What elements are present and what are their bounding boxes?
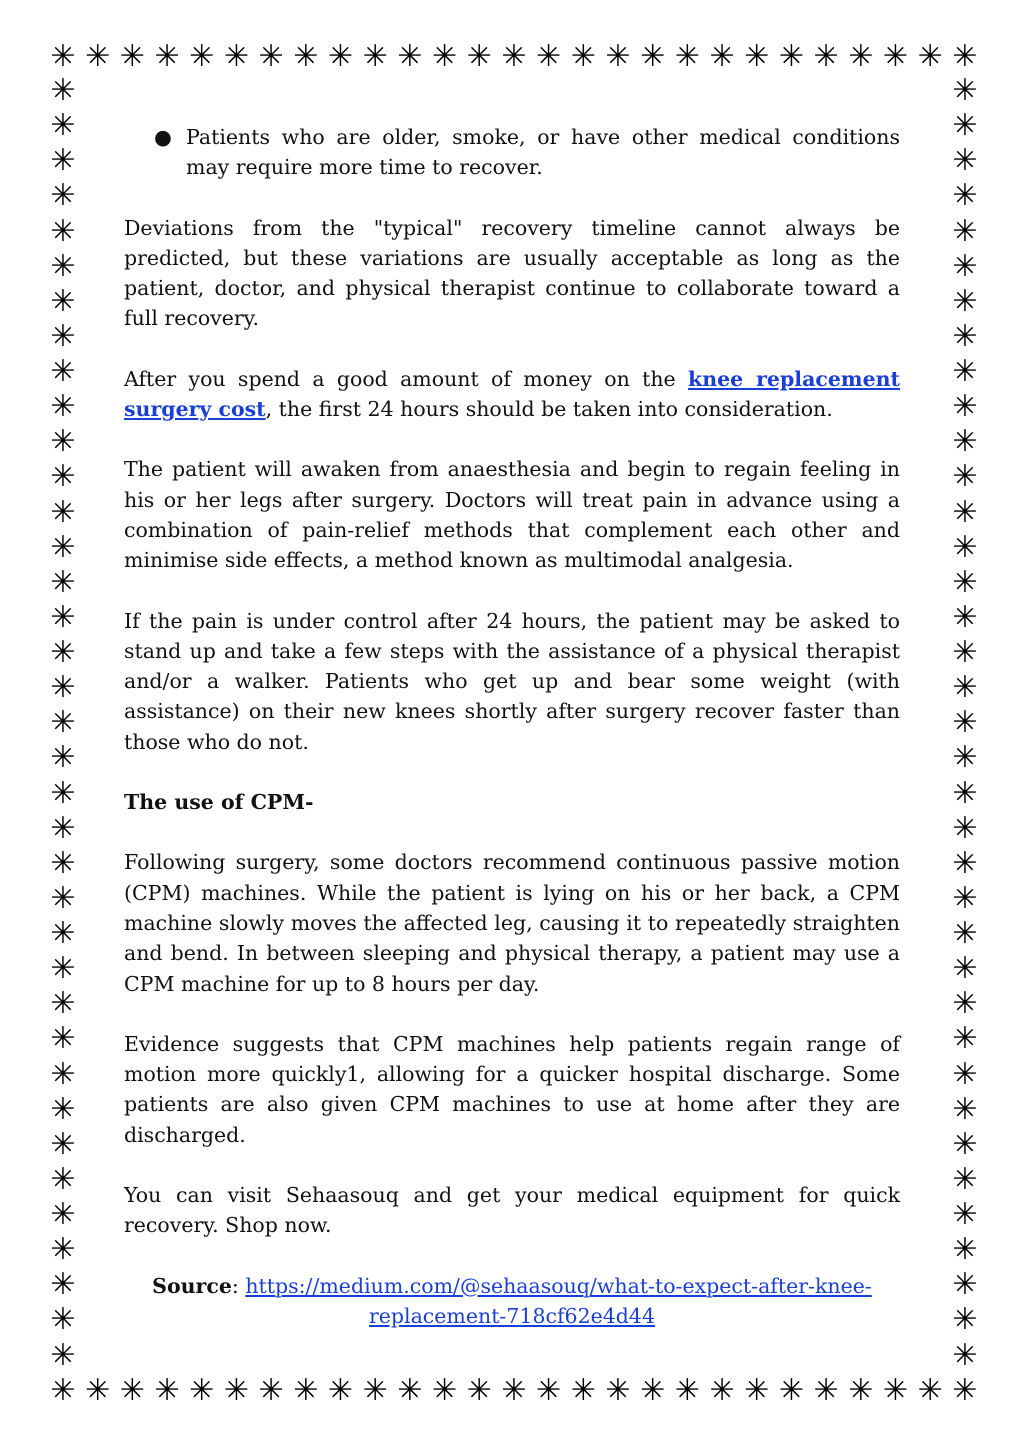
border-ornament-icon: ✳ (813, 39, 839, 74)
border-ornament-icon: ✳ (952, 880, 978, 916)
border-ornament-icon: ✳ (952, 1126, 978, 1162)
border-ornament-icon: ✳ (50, 599, 76, 635)
border-ornament-icon: ✳ (952, 318, 978, 354)
paragraph-visit: You can visit Sehaasouq and get your medical equipment for quick recovery. Shop now. (124, 1183, 900, 1238)
border-ornament-icon: ✳ (50, 1302, 76, 1338)
border-ornament-icon: ✳ (952, 459, 978, 495)
border-ornament-icon: ✳ (119, 39, 145, 74)
border-ornament-icon: ✳ (952, 986, 978, 1022)
border-ornament-icon: ✳ (50, 494, 76, 530)
border-ornament-icon: ✳ (605, 39, 631, 74)
border-ornament-icon: ✳ (709, 39, 735, 74)
bullet-text: Patients who are older, smoke, or have other medical conditions may require more time to recover. (186, 125, 900, 180)
border-ornament-icon: ✳ (50, 178, 76, 214)
paragraph-after-cost (124, 364, 900, 425)
border-ornament-icon: ✳ (50, 635, 76, 670)
border-ornament-icon: ✳ (50, 1267, 76, 1303)
paragraph-evidence: Evidence suggests that CPM machines help patients regain range of motion more quickly1, allowing for a quicker hospital discharge. Some patients are also given CPM machines to use at home after they are discharged. (124, 1031, 900, 1147)
border-ornament-icon: ✳ (50, 389, 76, 425)
border-ornament-icon: ✳ (50, 775, 76, 811)
border-ornament-icon: ✳ (640, 39, 666, 74)
border-ornament-icon: ✳ (50, 880, 76, 916)
border-ornament-icon: ✳ (50, 459, 76, 495)
decorative-border-right (948, 73, 982, 1373)
border-ornament-icon: ✳ (50, 529, 76, 565)
border-ornament-icon: ✳ (952, 73, 978, 108)
border-ornament-icon: ✳ (327, 39, 354, 74)
border-ornament-icon: ✳ (50, 1337, 76, 1373)
border-ornament-icon: ✳ (189, 39, 215, 74)
border-ornament-icon: ✳ (952, 670, 978, 706)
border-ornament-icon: ✳ (709, 1373, 735, 1408)
paragraph-pain-control: If the pain is under control after 24 hours, the patient may be asked to stand up and take a few steps with the assistance of a physical therapist and/or a walker. Patients who get up and bear some weight (with assistance) on their new knees shortly after surgery recover faster than those who do not. (124, 608, 900, 754)
border-ornament-icon: ✳ (50, 1373, 76, 1408)
border-ornament-icon: ✳ (258, 39, 284, 74)
border-ornament-icon: ✳ (258, 1373, 284, 1408)
border-ornament-icon: ✳ (154, 39, 180, 74)
section-heading: The use of CPM- (124, 790, 314, 815)
paragraph-cpm: Following surgery, some doctors recommend continuous passive motion (CPM) machines. While the patient is lying on his or her back, a CPM machine slowly moves the affected leg, causing it to repeatedly straighten and bend. In between sleeping and physical therapy, a patient may use a CPM machine for up to 8 hours per day. (124, 850, 900, 996)
border-ornament-icon: ✳ (952, 1056, 978, 1092)
border-ornament-icon: ✳ (952, 1091, 978, 1127)
border-ornament-icon: ✳ (952, 529, 978, 565)
document-body (124, 122, 900, 1331)
border-ornament-icon: ✳ (917, 1373, 943, 1408)
paragraph-text: After you spend a good amount of money on the (124, 366, 688, 391)
border-ornament-icon: ✳ (50, 951, 76, 987)
border-ornament-icon: ✳ (952, 248, 978, 284)
border-ornament-icon: ✳ (50, 1091, 76, 1127)
paragraph-deviations: Deviations from the "typical" recovery timeline cannot always be predicted, but these variations are usually acceptable as long as the patient, doctor, and physical therapist continue to collaborate toward a full recovery. (124, 215, 900, 331)
source-url-link[interactable] (245, 1274, 871, 1328)
border-ornament-icon: ✳ (952, 705, 978, 741)
border-ornament-icon: ✳ (50, 39, 76, 74)
border-ornament-icon: ✳ (293, 1373, 319, 1408)
border-ornament-icon: ✳ (50, 810, 76, 846)
border-ornament-icon: ✳ (397, 1373, 423, 1408)
border-ornament-icon: ✳ (744, 39, 770, 74)
border-ornament-icon: ✳ (952, 1302, 978, 1338)
border-ornament-icon: ✳ (50, 1232, 76, 1268)
list-item (124, 122, 900, 183)
border-ornament-icon: ✳ (952, 564, 978, 600)
border-ornament-icon: ✳ (952, 389, 978, 425)
border-ornament-icon: ✳ (813, 1373, 839, 1408)
surgery-cost-link[interactable]: knee replacement surgery cost (124, 366, 900, 422)
border-ornament-icon: ✳ (50, 283, 76, 319)
border-ornament-icon: ✳ (640, 1373, 666, 1408)
border-ornament-icon: ✳ (50, 1126, 76, 1162)
border-ornament-icon: ✳ (848, 39, 874, 74)
source-url-line2: replacement-718cf62e4d44 (368, 1303, 656, 1328)
border-ornament-icon: ✳ (744, 1373, 770, 1408)
border-ornament-icon: ✳ (570, 1373, 596, 1408)
border-ornament-icon: ✳ (882, 39, 909, 74)
border-ornament-icon: ✳ (50, 143, 76, 179)
border-ornament-icon: ✳ (674, 1373, 700, 1408)
border-ornament-icon: ✳ (397, 39, 423, 74)
border-ornament-icon: ✳ (50, 213, 76, 249)
border-ornament-icon: ✳ (952, 1337, 978, 1373)
border-ornament-icon: ✳ (189, 1373, 215, 1408)
border-ornament-icon: ✳ (848, 1373, 874, 1408)
border-ornament-icon: ✳ (327, 1373, 354, 1408)
border-ornament-icon: ✳ (952, 1197, 978, 1232)
border-ornament-icon: ✳ (778, 39, 804, 74)
border-ornament-icon: ✳ (952, 178, 978, 214)
border-ornament-icon: ✳ (605, 1373, 631, 1408)
border-ornament-icon: ✳ (223, 1373, 249, 1408)
border-ornament-icon: ✳ (952, 354, 978, 389)
border-ornament-icon: ✳ (952, 1232, 978, 1268)
border-ornament-icon: ✳ (952, 810, 978, 846)
border-ornament-icon: ✳ (154, 1373, 180, 1408)
source-separator: : (231, 1273, 246, 1298)
border-ornament-icon: ✳ (431, 39, 458, 74)
border-ornament-icon: ✳ (50, 318, 76, 354)
border-ornament-icon: ✳ (917, 39, 943, 74)
decorative-border-top (46, 40, 982, 74)
border-ornament-icon: ✳ (50, 670, 76, 706)
border-ornament-icon: ✳ (952, 143, 978, 179)
border-ornament-icon: ✳ (952, 740, 978, 776)
border-ornament-icon: ✳ (952, 599, 978, 635)
border-ornament-icon: ✳ (50, 916, 76, 951)
border-ornament-icon: ✳ (952, 108, 978, 144)
paragraph-anaesthesia: The patient will awaken from anaesthesia and begin to regain feeling in his or her legs after surgery. Doctors will treat pain in advance using a combination of pain-relief methods that complement each other and minimise side effects, a method known as multimodal analgesia. (124, 457, 900, 573)
border-ornament-icon: ✳ (952, 951, 978, 987)
border-ornament-icon: ✳ (85, 1373, 111, 1408)
decorative-border-bottom (46, 1374, 982, 1408)
border-ornament-icon: ✳ (50, 108, 76, 144)
border-ornament-icon: ✳ (50, 1021, 76, 1057)
border-ornament-icon: ✳ (50, 354, 76, 389)
source-url-line1: https://medium.com/@sehaasouq/what-to-expect-after-knee- (245, 1273, 872, 1298)
border-ornament-icon: ✳ (50, 424, 76, 460)
border-ornament-icon: ✳ (536, 39, 562, 74)
border-ornament-icon: ✳ (778, 1373, 804, 1408)
border-ornament-icon: ✳ (952, 635, 978, 670)
border-ornament-icon: ✳ (50, 248, 76, 284)
border-ornament-icon: ✳ (952, 213, 978, 249)
border-ornament-icon: ✳ (952, 1267, 978, 1303)
border-ornament-icon: ✳ (952, 424, 978, 460)
decorative-border-left (46, 73, 80, 1373)
border-ornament-icon: ✳ (119, 1373, 145, 1408)
border-ornament-icon: ✳ (293, 39, 319, 74)
border-ornament-icon: ✳ (952, 1161, 978, 1197)
border-ornament-icon: ✳ (50, 1056, 76, 1092)
border-ornament-icon: ✳ (362, 39, 388, 74)
border-ornament-icon: ✳ (431, 1373, 458, 1408)
border-ornament-icon: ✳ (50, 564, 76, 600)
border-ornament-icon: ✳ (466, 39, 492, 74)
border-ornament-icon: ✳ (50, 1197, 76, 1232)
paragraph-text: , the first 24 hours should be taken into consideration. (265, 397, 833, 422)
border-ornament-icon: ✳ (50, 845, 76, 881)
border-ornament-icon: ✳ (501, 1373, 527, 1408)
border-ornament-icon: ✳ (50, 1161, 76, 1197)
border-ornament-icon: ✳ (952, 283, 978, 319)
border-ornament-icon: ✳ (952, 1021, 978, 1057)
border-ornament-icon: ✳ (50, 705, 76, 741)
bullet-marker: ● (154, 125, 172, 149)
border-ornament-icon: ✳ (85, 39, 111, 74)
border-ornament-icon: ✳ (952, 494, 978, 530)
border-ornament-icon: ✳ (952, 845, 978, 881)
border-ornament-icon: ✳ (952, 775, 978, 811)
border-ornament-icon: ✳ (952, 916, 978, 951)
border-ornament-icon: ✳ (952, 39, 978, 74)
source-citation (124, 1271, 900, 1332)
border-ornament-icon: ✳ (50, 986, 76, 1022)
border-ornament-icon: ✳ (223, 39, 249, 74)
border-ornament-icon: ✳ (501, 39, 527, 74)
border-ornament-icon: ✳ (536, 1373, 562, 1408)
border-ornament-icon: ✳ (570, 39, 596, 74)
border-ornament-icon: ✳ (952, 1373, 978, 1408)
border-ornament-icon: ✳ (362, 1373, 388, 1408)
border-ornament-icon: ✳ (466, 1373, 492, 1408)
source-label: Source (152, 1273, 232, 1298)
border-ornament-icon: ✳ (50, 740, 76, 776)
border-ornament-icon: ✳ (882, 1373, 909, 1408)
border-ornament-icon: ✳ (50, 73, 76, 108)
border-ornament-icon: ✳ (674, 39, 700, 74)
